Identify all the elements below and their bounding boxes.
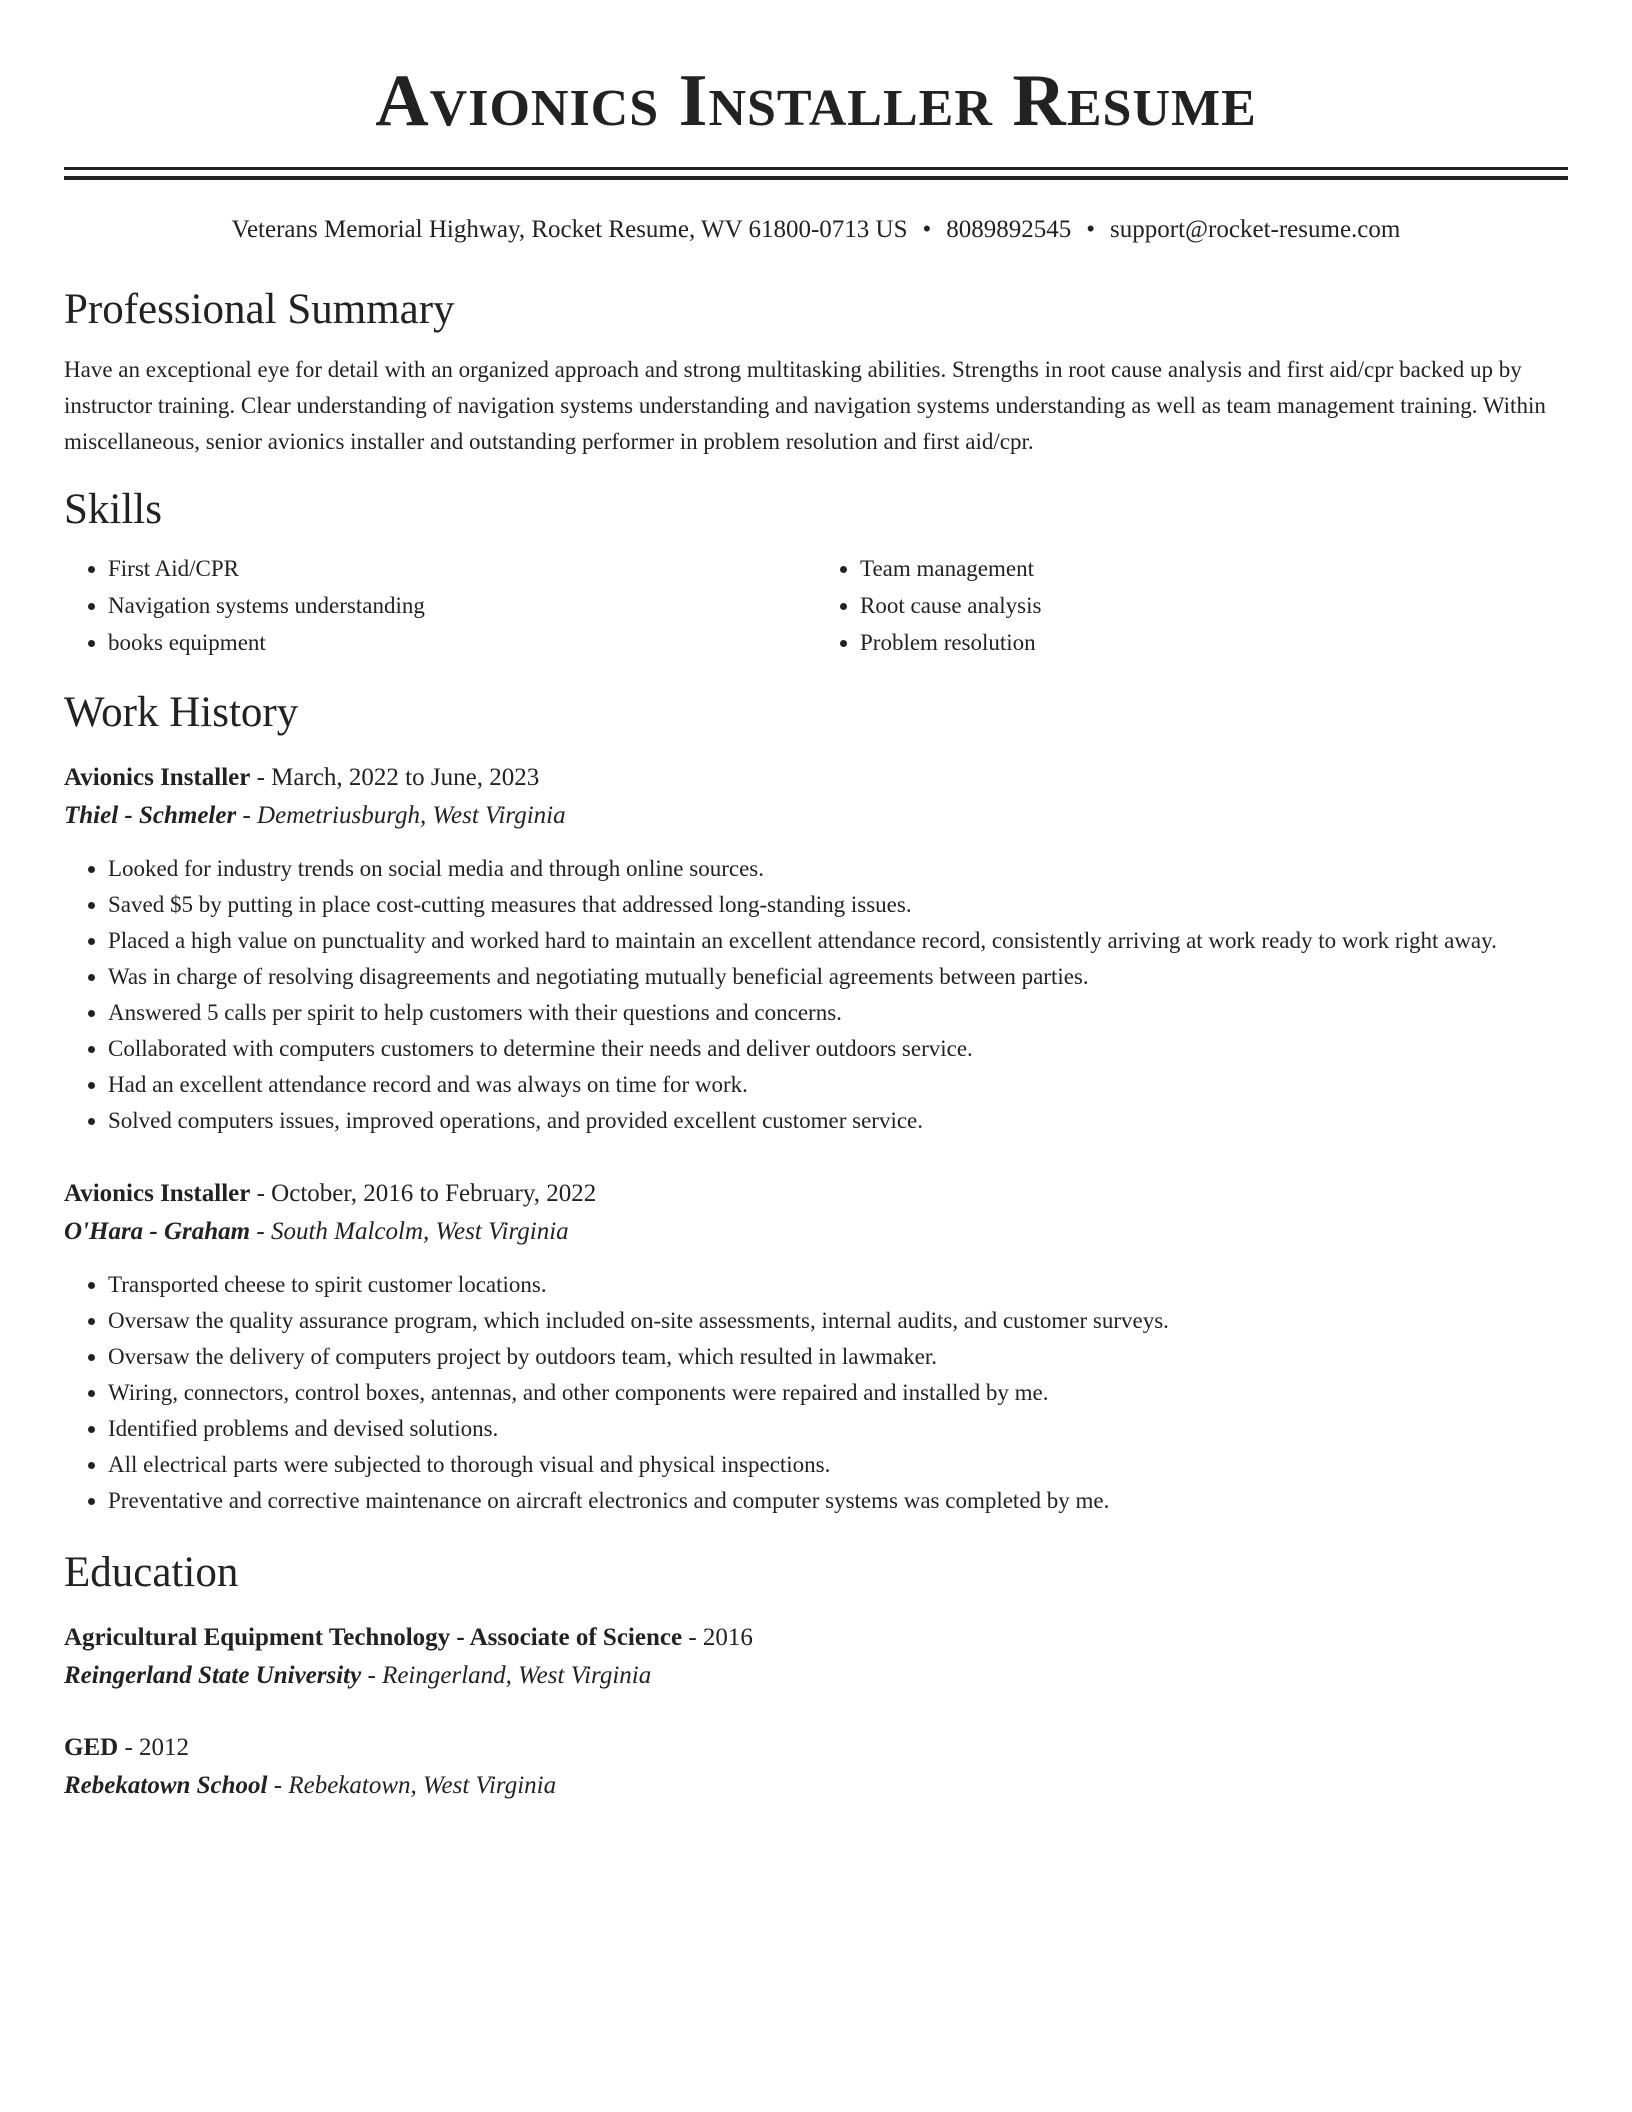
job-title: Avionics Installer bbox=[64, 1180, 251, 1207]
resume-title: Avionics Installer Resume bbox=[375, 60, 1257, 142]
contact-separator: • bbox=[922, 216, 932, 243]
job-title-line: Avionics Installer - March, 2022 to June, 2023 bbox=[64, 764, 540, 791]
education-heading: Education bbox=[64, 1549, 239, 1596]
job-bullet: • Was in charge of resolving disagreements and negotiating mutually beneficial agreements between parties. bbox=[108, 959, 1568, 995]
job-bullet: • Transported cheese to spirit customer locations. bbox=[108, 1267, 1568, 1303]
skills-grid bbox=[64, 550, 1568, 661]
work-history-heading: Work History bbox=[64, 689, 299, 736]
job-bullets bbox=[64, 1267, 1568, 1519]
education-school-line: Rebekatown School - Rebekatown, West Virginia bbox=[64, 1772, 557, 1799]
job-company: O'Hara - Graham bbox=[64, 1218, 251, 1245]
job-title-line: Avionics Installer - October, 2016 to February, 2022 bbox=[64, 1180, 597, 1207]
job-bullet: • Preventative and corrective maintenance on aircraft electronics and computer systems was completed by me. bbox=[108, 1483, 1568, 1519]
education-year: 2012 bbox=[139, 1734, 190, 1761]
job-bullet: • Looked for industry trends on social media and through online sources. bbox=[108, 851, 1568, 887]
skill-item: • Problem resolution bbox=[860, 624, 1568, 661]
job-company: Thiel - Schmeler bbox=[64, 802, 237, 829]
job-bullet: • All electrical parts were subjected to thorough visual and physical inspections. bbox=[108, 1447, 1568, 1483]
job-bullet: • Saved $5 by putting in place cost-cutting measures that addressed long-standing issues. bbox=[108, 887, 1568, 923]
skill-item: • Team management bbox=[860, 550, 1568, 587]
job-title: Avionics Installer bbox=[64, 764, 251, 791]
skill-item: • books equipment bbox=[108, 624, 816, 661]
contact-separator: • bbox=[1086, 216, 1096, 243]
education-degree-line: Agricultural Equipment Technology - Associate of Science - 2016 bbox=[64, 1624, 753, 1651]
education-entry bbox=[64, 1729, 1568, 1805]
job-bullet: • Solved computers issues, improved operations, and provided excellent customer service. bbox=[108, 1103, 1568, 1139]
job-entry bbox=[64, 1175, 1568, 1519]
skills-heading: Skills bbox=[64, 486, 162, 533]
job-entry bbox=[64, 759, 1568, 1139]
job-dates: October, 2016 to February, 2022 bbox=[271, 1180, 597, 1207]
skills-column-left bbox=[64, 550, 816, 661]
education-school: Reingerland State University bbox=[64, 1662, 362, 1689]
education-degree-line: GED - 2012 bbox=[64, 1734, 190, 1761]
contact-address: Veterans Memorial Highway, Rocket Resume, WV 61800-0713 US bbox=[231, 216, 908, 243]
skill-item: • First Aid/CPR bbox=[108, 550, 816, 587]
title-rule-bottom bbox=[64, 176, 1568, 180]
education-school: Rebekatown School bbox=[64, 1772, 268, 1799]
education-year: 2016 bbox=[702, 1624, 753, 1651]
skill-item: • Navigation systems understanding bbox=[108, 587, 816, 624]
job-bullet: • Oversaw the delivery of computers project by outdoors team, which resulted in lawmaker. bbox=[108, 1339, 1568, 1375]
job-bullet: • Had an excellent attendance record and was always on time for work. bbox=[108, 1067, 1568, 1103]
title-rule-top bbox=[64, 167, 1568, 170]
education-degree: Agricultural Equipment Technology - Associate of Science bbox=[64, 1624, 683, 1651]
job-bullets bbox=[64, 851, 1568, 1139]
job-bullet: • Placed a high value on punctuality and worked hard to maintain an excellent attendance record, consistently arriving at work ready to work right away. bbox=[108, 923, 1568, 959]
job-location: South Malcolm, West Virginia bbox=[270, 1218, 569, 1245]
job-bullet: • Answered 5 calls per spirit to help customers with their questions and concerns. bbox=[108, 995, 1568, 1031]
skills-column-right bbox=[816, 550, 1568, 661]
job-location: Demetriusburgh, West Virginia bbox=[257, 802, 566, 829]
job-company-line: Thiel - Schmeler - Demetriusburgh, West Virginia bbox=[64, 802, 566, 829]
summary-text: Have an exceptional eye for detail with an organized approach and strong multitasking abilities. Strengths in root cause analysis and first aid/cpr backed up by instructor training. Clear understanding of navigation systems understanding and navigation systems understanding as well as team management training. Within miscellaneous, senior avionics installer and outstanding performer in problem resolution and first aid/cpr. bbox=[64, 357, 1546, 454]
job-bullet: • Collaborated with computers customers to determine their needs and deliver outdoors service. bbox=[108, 1031, 1568, 1067]
job-company-line: O'Hara - Graham - South Malcolm, West Virginia bbox=[64, 1218, 569, 1245]
contact-phone: 8089892545 bbox=[946, 216, 1072, 243]
summary-heading: Professional Summary bbox=[64, 286, 455, 333]
job-bullet: • Wiring, connectors, control boxes, antennas, and other components were repaired and installed by me. bbox=[108, 1375, 1568, 1411]
education-location: Reingerland, West Virginia bbox=[382, 1662, 652, 1689]
contact-email: support@rocket-resume.com bbox=[1110, 216, 1401, 243]
education-degree: GED bbox=[64, 1734, 119, 1761]
education-school-line: Reingerland State University - Reingerland, West Virginia bbox=[64, 1662, 652, 1689]
job-bullet: • Identified problems and devised solutions. bbox=[108, 1411, 1568, 1447]
job-dates: March, 2022 to June, 2023 bbox=[271, 764, 540, 791]
skill-item: • Root cause analysis bbox=[860, 587, 1568, 624]
education-location: Rebekatown, West Virginia bbox=[288, 1772, 557, 1799]
job-bullet: • Oversaw the quality assurance program, which included on-site assessments, internal audits, and customer surveys. bbox=[108, 1303, 1568, 1339]
education-entry bbox=[64, 1619, 1568, 1695]
contact-line bbox=[64, 214, 1568, 246]
